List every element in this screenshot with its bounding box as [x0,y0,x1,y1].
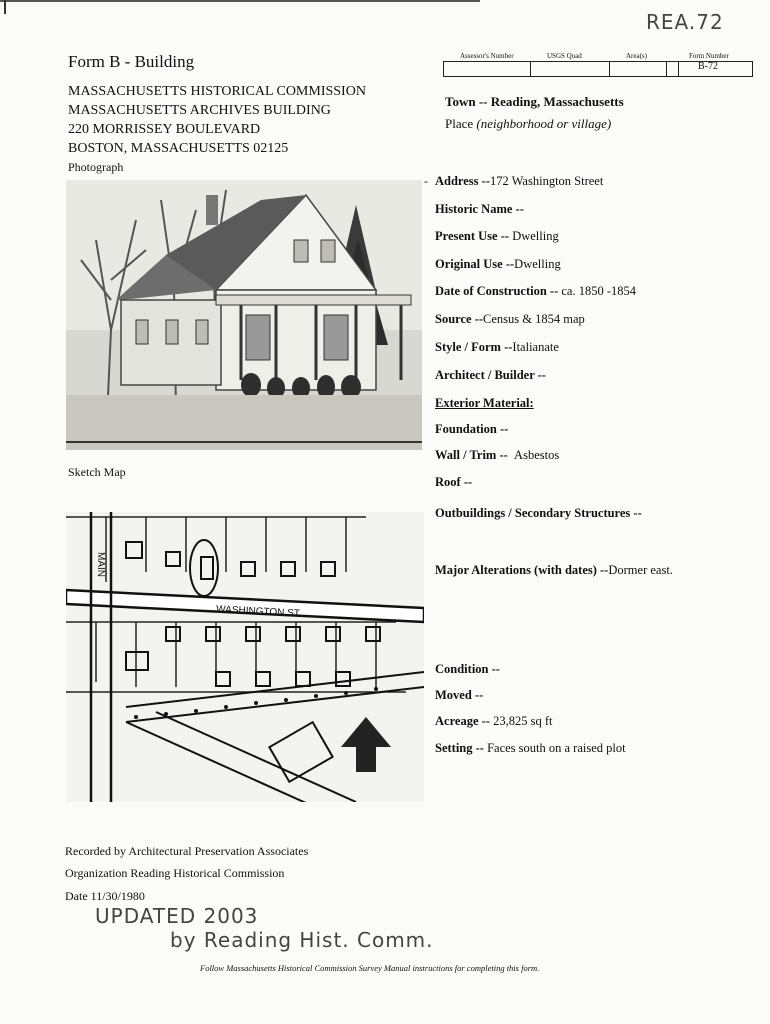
field-value: Dwelling [512,229,559,243]
field-label: Wall / Trim -- [435,448,508,462]
footer-instructions: Follow Massachusetts Historical Commission Survey Manual instructions for completing this form. [200,963,540,973]
town-line [445,94,624,110]
town-label: Town -- [445,94,488,109]
field-value: Dormer east. [608,563,673,577]
form-title: Form B - Building [68,52,195,71]
field-label: Present Use -- [435,229,510,243]
field-setting [435,741,626,756]
field-foundation [435,422,508,437]
field-label: Moved -- [435,688,484,702]
assessors-number-label: Assessor's Number [460,52,514,60]
field-label: Style / Form -- [435,340,513,354]
field-present-use [435,229,559,244]
field-label: Roof -- [435,475,473,489]
field-label: Source -- [435,312,484,326]
town-value: Reading, Massachusetts [490,94,624,109]
field-value: ca. 1850 -1854 [561,284,637,298]
field-value: Asbestos [514,448,560,462]
field-historic-name [435,202,524,217]
field-label: Exterior Material: [435,396,534,410]
field-label: Date of Construction -- [435,284,559,298]
field-outbuildings [435,506,642,521]
agency-line: BOSTON, MASSACHUSETTS 02125 [68,141,289,156]
sketch-map [66,512,424,802]
scan-top-edge [0,0,480,6]
recorded-date: Date 11/30/1980 [65,889,145,903]
field-value: Faces south on a raised plot [487,741,626,755]
field-value: 23,825 sq ft [493,714,553,728]
form-number-value: B-72 [698,61,718,72]
sketch-map-caption: Sketch Map [68,465,126,479]
agency-line: MASSACHUSETTS ARCHIVES BUILDING [68,103,331,118]
field-label: Major Alterations (with dates) -- [435,563,609,577]
handwritten-updated: UPDATED 2003 [95,904,259,928]
field-address [435,174,603,189]
place-label: Place [445,116,474,131]
handwritten-updated-by: by Reading Hist. Comm. [170,928,434,952]
field-value: Census & 1854 map [483,312,585,326]
field-value: Italianate [512,340,559,354]
field-moved [435,688,483,703]
organization: Organization Reading Historical Commission [65,866,285,880]
field-bullet: - [424,174,428,188]
house-photo-image [66,180,422,450]
scan-left-mark [4,0,6,14]
place-line [445,116,611,132]
areas-label: Area(s) [626,52,647,60]
field-architect-builder [435,368,546,383]
box-divider [678,62,679,76]
box-divider [609,62,610,76]
field-label: Outbuildings / Secondary Structures -- [435,506,642,520]
map-street-label: WASHINGTON ST [215,604,301,620]
house-photograph [66,180,422,450]
agency-line: 220 MORRISSEY BOULEVARD [68,122,261,137]
sketch-map-image [66,512,424,802]
map-side-street-label: MAIN [95,552,106,577]
field-condition [435,662,500,677]
agency-address [68,82,366,158]
field-label: Foundation -- [435,422,509,436]
box-divider [666,62,667,76]
usgs-quad-label: USGS Quad [547,52,582,60]
field-date-of-construction [435,284,636,299]
agency-line: MASSACHUSETTS HISTORICAL COMMISSION [68,84,366,99]
field-style-form [435,340,559,355]
field-acreage [435,714,552,729]
field-value: 172 Washington Street [489,174,604,188]
field-roof [435,475,472,490]
field-original-use [435,257,561,272]
place-value: (neighborhood or village) [476,116,612,131]
field-label: Condition -- [435,662,500,676]
box-divider [530,62,531,76]
field-value: Dwelling [514,257,561,271]
field-source [435,312,585,327]
field-label: Setting -- [435,741,484,755]
handwritten-reference: REA.72 [646,10,724,34]
field-label: Architect / Builder -- [435,368,546,382]
recorded-by: Recorded by Architectural Preservation Associates [65,844,309,858]
photograph-caption: Photograph [68,160,124,174]
form-number-label: Form Number [689,52,729,60]
field-exterior-material [435,396,534,411]
field-label: Original Use -- [435,257,515,271]
field-label: Acreage -- [435,714,490,728]
field-wall-trim [435,448,559,463]
field-major-alterations [435,563,673,578]
field-label: Address -- [435,174,490,188]
field-label: Historic Name -- [435,202,524,216]
